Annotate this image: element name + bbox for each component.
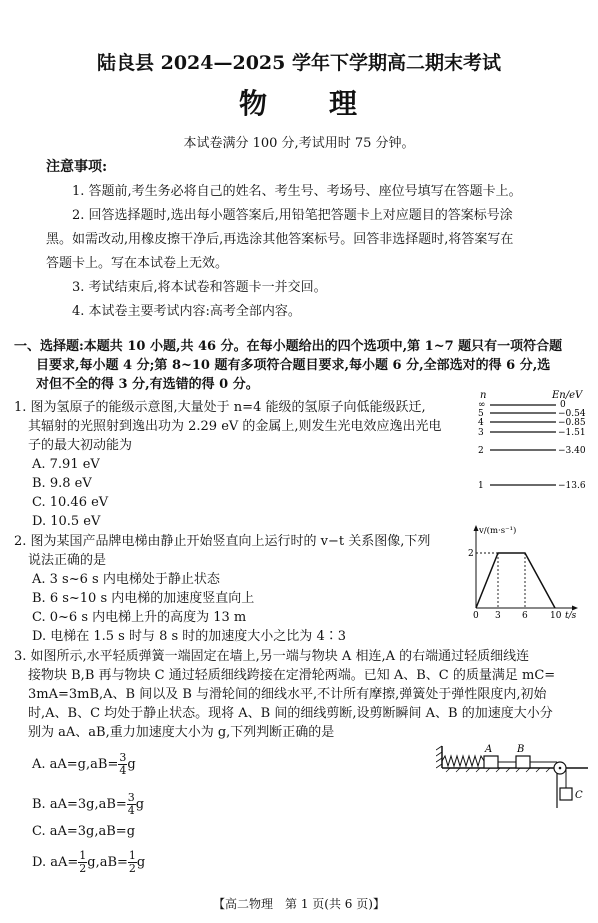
notice-heading: 注意事项: <box>46 159 108 175</box>
energy-level-diagram <box>474 388 586 496</box>
notice-item: 2. 回答选择题时,选出每小题答案后,用铅笔把答题卡上对应题目的答案标号涂 <box>72 208 513 223</box>
section-line: 目要求,每小题 4 分;第 8~10 题有多项符合题目要求,每小题 6 分,全部选对的得 6 分,选 <box>36 358 551 373</box>
score-note: 本试卷满分 100 分,考试用时 75 分钟。 <box>183 136 415 151</box>
level-energy: −0.54 <box>558 409 586 419</box>
option-text: C. aA=3g,aB=g <box>32 824 136 839</box>
option-text: A. aA=g,aB= <box>32 757 119 772</box>
notice-item: 4. 本试卷主要考试内容:高考全部内容。 <box>72 304 301 319</box>
level-4 <box>478 418 586 428</box>
level-energy: −3.40 <box>558 446 586 456</box>
n-axis-label: n <box>480 390 487 401</box>
block-a <box>484 756 498 768</box>
question-text: 说法正确的是 <box>28 553 107 568</box>
numerator: 1 <box>79 849 87 862</box>
level-n: 4 <box>478 418 484 428</box>
level-energy: 0 <box>560 400 566 410</box>
question-text: 3mA=3mB,A、B 间以及 B 与滑轮间的细线水平,不计所有摩擦,弹簧处于弹性限度内,初始 <box>28 687 547 702</box>
v-axis-label: v/(m·s⁻¹) <box>479 526 517 536</box>
question-text: 其辐射的光照射到逸出功为 2.29 eV 的金属上,则发生光电效应逸出光电 <box>28 419 442 434</box>
level-3 <box>478 428 586 438</box>
t-tick-label: 0 <box>473 611 479 621</box>
option-text: g <box>136 855 146 870</box>
fraction <box>118 752 127 777</box>
block-a-label: A <box>485 744 493 755</box>
block-b <box>516 756 530 768</box>
option-c: C. 0~6 s 内电梯上升的高度为 13 m <box>32 610 247 625</box>
option-d: D. 10.5 eV <box>32 514 101 529</box>
numerator: 3 <box>119 751 127 764</box>
v-axis-arrow <box>474 525 479 531</box>
wall-hatching <box>436 746 442 768</box>
level-n: 5 <box>478 409 484 419</box>
subject-title: 物 理 <box>238 87 359 120</box>
level-energy: −13.6 <box>558 481 586 491</box>
option-b: B. 6 s~10 s 内电梯的加速度竖直向上 <box>32 591 255 606</box>
option-text: g,aB= <box>87 855 128 870</box>
level-n: 2 <box>478 446 484 456</box>
pulley-axle <box>559 767 562 770</box>
denominator: 2 <box>128 862 136 875</box>
level-energy: −1.51 <box>558 428 586 438</box>
block-c <box>560 788 572 800</box>
question-text: 3. 如图所示,水平轻质弹簧一端固定在墙上,另一端与物块 A 相连,A 的右端通过轻质细线连 <box>14 649 530 664</box>
option-text: g <box>135 797 145 812</box>
option-text: B. aA=3g,aB= <box>32 797 127 812</box>
t-tick-label: 3 <box>495 611 501 621</box>
question-text: 接物块 B,B 再与物块 C 通过轻质细线跨接在定滑轮两端。已知 A、B、C 的质量满足 mC= <box>28 668 556 683</box>
t-axis-arrow <box>572 606 578 611</box>
page-footer: 【高二物理 第 1 页(共 6 页)】 <box>213 897 385 911</box>
question-text: 时,A、B、C 均处于静止状态。现将 A、B 间的细线剪断,设剪断瞬间 A、B 的加速度大小分 <box>28 706 553 721</box>
level-n: 1 <box>478 481 484 491</box>
v-tick-label: 2 <box>468 549 474 559</box>
denominator: 2 <box>79 862 87 875</box>
option-a <box>32 752 136 777</box>
option-b: B. 9.8 eV <box>32 476 92 491</box>
notice-item: 3. 考试结束后,将本试卷和答题卡一并交回。 <box>72 280 327 295</box>
denominator: 4 <box>127 804 135 817</box>
level-inf <box>478 400 566 410</box>
spring <box>442 756 484 766</box>
option-c <box>32 822 135 841</box>
level-energy: −0.85 <box>558 418 586 428</box>
question-text: 子的最大初动能为 <box>28 438 133 453</box>
notice-item: 黑。如需改动,用橡皮擦干净后,再选涂其他答案标号。回答非选择题时,将答案写在 <box>46 232 514 247</box>
notice-item: 答题卡上。写在本试卷上无效。 <box>46 256 229 271</box>
level-n: 3 <box>478 428 484 438</box>
option-d <box>32 850 145 875</box>
velocity-curve <box>476 553 555 608</box>
t-tick-label: 6 <box>522 611 528 621</box>
numerator: 1 <box>128 849 136 862</box>
t-axis-label: t/s <box>565 611 577 621</box>
t-tick-label: 10 <box>550 611 562 621</box>
option-a: A. 7.91 eV <box>32 457 100 472</box>
fraction <box>127 792 136 817</box>
option-text: g <box>127 757 136 772</box>
spring-pulley-diagram <box>436 738 588 808</box>
level-1 <box>478 481 586 491</box>
section-line: 对但不全的得 3 分,有选错的得 0 分。 <box>36 377 259 392</box>
denominator: 4 <box>119 764 127 777</box>
notice-item: 1. 答题前,考生务必将自己的姓名、考生号、考场号、座位号填写在答题卡上。 <box>72 184 522 199</box>
level-n: ∞ <box>478 400 486 410</box>
option-text: D. aA= <box>32 855 79 870</box>
block-c-label: C <box>575 790 583 801</box>
option-a: A. 3 s~6 s 内电梯处于静止状态 <box>32 572 220 587</box>
option-c: C. 10.46 eV <box>32 495 109 510</box>
option-b <box>32 792 144 817</box>
section-line: 一、选择题:本题共 10 小题,共 46 分。在每小题给出的四个选项中,第 1~7 题只有一项符合题 <box>14 339 563 354</box>
level-2 <box>478 446 586 456</box>
question-text: 别为 aA、aB,重力加速度大小为 g,下列判断正确的是 <box>28 725 335 740</box>
exam-title: 陆良县 2024—2025 学年下学期高二期末考试 <box>97 52 501 74</box>
energy-axis-label: En/eV <box>552 390 583 401</box>
question-text: 1. 图为氢原子的能级示意图,大量处于 n=4 能级的氢原子向低能级跃迁, <box>14 400 426 415</box>
block-b-label: B <box>517 744 525 755</box>
numerator: 3 <box>127 791 135 804</box>
option-d: D. 电梯在 1.5 s 时与 8 s 时的加速度大小之比为 4∶3 <box>32 629 346 644</box>
fraction <box>128 850 137 875</box>
vt-graph <box>462 522 584 622</box>
fraction <box>78 850 87 875</box>
question-text: 2. 图为某国产品牌电梯由静止开始竖直向上运行时的 v−t 关系图像,下列 <box>14 534 431 549</box>
